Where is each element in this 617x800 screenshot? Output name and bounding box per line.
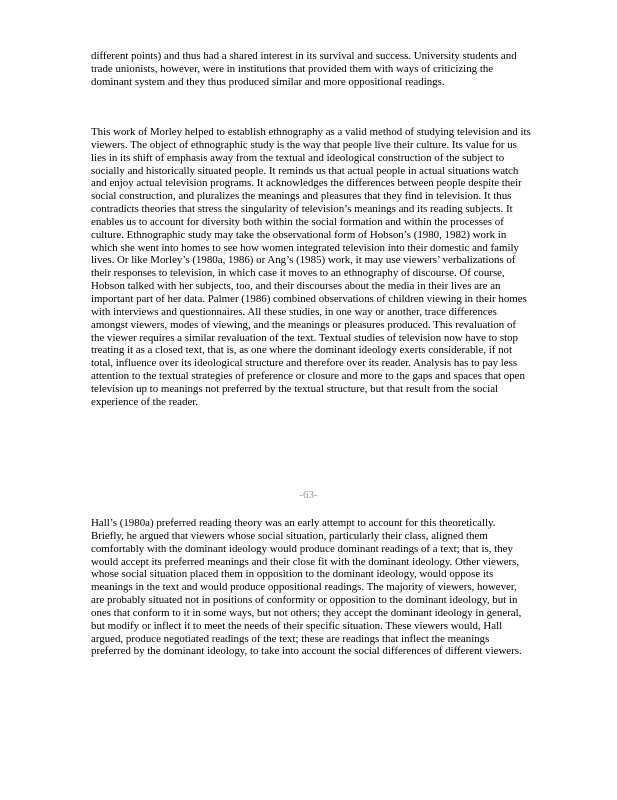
paragraph-preferred-reading: Hall’s (1980a) preferred reading theory was an early attempt to account for this theoretically. Briefly, he argued that viewers whose social situation, particularly their class, aligned them comfortably with the dominant ideology would produce dominant readings of a text; that is, they would accept its preferred meanings and their close fit with the dominant ideology. Other viewers, whose social situation placed them in opposition to the dominant ideology, would oppose its meanings in the text and would produce oppositional readings. The majority of viewers, however, are probably situated not in positions of conformity or opposition to the dominant ideology, but in ones that conform to it in some ways, but not others; they accept the dominant ideology in general, but modify or inflect it to meet the needs of their specific situation. These viewers would, Hall argued, produce negotiated readings of the text; these are readings that inflect the meanings preferred by the dominant ideology, to take into account the social differences of different viewers.	[91, 517, 522, 658]
paragraph-ethnography: This work of Morley helped to establish ethnography as a valid method of studying television and its viewers. The object of ethnographic study is the way that people live their culture. Its value for us lies in its shift of emphasis away from the textual and ideological construction of the subject to socially and historically situated people. It reminds us that actual people in actual situations watch and enjoy actual television programs. It acknowledges the differences between people despite their social construction, and pluralizes the meanings and pleasures that they find in television. It thus contradicts theories that stress the singularity of television’s meanings and its reading subjects. It enables us to account for diversity both within the social formation and within the processes of culture. Ethnographic study may take the observational form of Hobson’s (1980, 1982) work in which she went into homes to see how women integrated television into their domestic and family lives. Or like Morley’s (1980a, 1986) or Ang’s (1985) work, it may use viewers’ verbalizations of their responses to television, in which case it moves to an ethnography of discourse. Of course, Hobson talked with her subjects, too, and their discourses about the media in their lives are an important part of her data. Palmer (1986) combined observations of children viewing in their homes with interviews and questionnaires. All these studies, in one way or another, trace differences amongst viewers, modes of viewing, and the meanings or pleasures produced. This revaluation of the viewer requires a similar revaluation of the text. Textual studies of television now have to stop treating it as a closed text, that is, as one where the dominant ideology exerts considerable, if not total, influence over its ideological structure and therefore over its reader. Analysis has to pay less attention to the textual strategies of preference or closure and more to the gaps and spaces that open television up to meanings not preferred by the textual structure, but that result from the social experience of the reader.	[91, 126, 531, 408]
page-number: -63-	[299, 489, 318, 501]
paragraph-continuation: different points) and thus had a shared interest in its survival and success. University students and trade unionists, however, were in institutions that provided them with ways of criticizing the dominant system and they thus produced similar and more oppositional readings.	[91, 50, 517, 88]
